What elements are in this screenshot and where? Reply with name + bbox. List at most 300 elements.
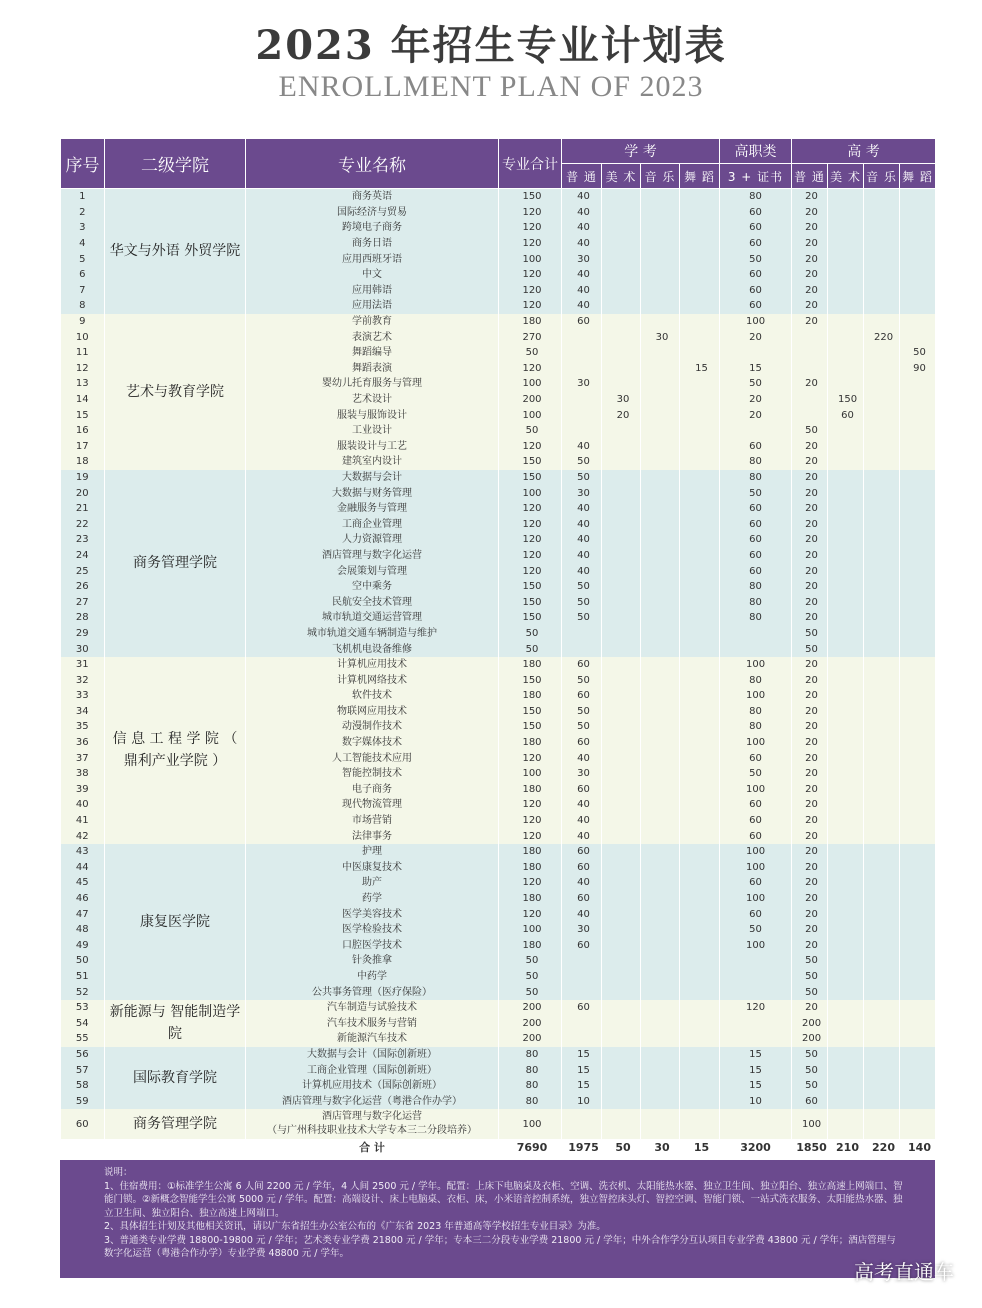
cell-value	[864, 189, 900, 205]
cell-value	[680, 563, 720, 579]
cell-value	[828, 470, 864, 486]
cell-total: 180	[499, 782, 562, 798]
cell-value	[680, 1078, 720, 1094]
cell-value	[864, 860, 900, 876]
cell-seq: 7	[61, 283, 105, 299]
cell-total: 200	[499, 1015, 562, 1031]
cell-value	[602, 1047, 641, 1063]
cell-value	[792, 329, 828, 345]
college-cell: 信 息 工 程 学 院 （ 鼎利产业学院 ）	[105, 657, 246, 844]
cell-major: 法律事务	[246, 828, 499, 844]
cell-total: 120	[499, 283, 562, 299]
cell-value	[680, 1093, 720, 1109]
cell-value	[900, 298, 936, 314]
cell-value	[602, 485, 641, 501]
cell-major: 计算机网络技术	[246, 672, 499, 688]
cell-value: 60	[720, 298, 792, 314]
cell-value	[900, 782, 936, 798]
cell-major: 婴幼儿托育服务与管理	[246, 376, 499, 392]
cell-value: 100	[720, 688, 792, 704]
cell-value	[864, 610, 900, 626]
major-line: 酒店管理与数字化运营	[322, 1111, 422, 1123]
cell-value	[828, 766, 864, 782]
cell-value	[864, 953, 900, 969]
cell-value: 60	[562, 782, 602, 798]
cell-major: 国际经济与贸易	[246, 205, 499, 221]
cell-value: 60	[720, 283, 792, 299]
cell-major: 表演艺术	[246, 329, 499, 345]
cell-value	[864, 376, 900, 392]
header-college: 二级学院	[105, 139, 246, 189]
cell-value	[602, 984, 641, 1000]
cell-value	[680, 828, 720, 844]
cell-value	[602, 283, 641, 299]
cell-value	[864, 392, 900, 408]
cell-value	[828, 938, 864, 954]
cell-total: 120	[499, 205, 562, 221]
cell-value	[900, 501, 936, 517]
cell-value	[828, 657, 864, 673]
cell-total: 180	[499, 688, 562, 704]
cell-value	[828, 314, 864, 330]
cell-value	[828, 984, 864, 1000]
cell-value: 20	[792, 251, 828, 267]
cell-total: 50	[499, 969, 562, 985]
cell-value: 40	[562, 906, 602, 922]
cell-major: 智能控制技术	[246, 766, 499, 782]
cell-value	[602, 610, 641, 626]
cell-value: 80	[720, 470, 792, 486]
cell-total: 180	[499, 735, 562, 751]
cell-value	[602, 594, 641, 610]
cell-value	[641, 828, 680, 844]
cell-value	[900, 704, 936, 720]
cell-major: 会展策划与管理	[246, 563, 499, 579]
cell-value	[602, 345, 641, 361]
cell-total: 150	[499, 189, 562, 205]
cell-value	[720, 423, 792, 439]
cell-value: 50	[792, 423, 828, 439]
cell-total: 50	[499, 641, 562, 657]
cell-value	[562, 969, 602, 985]
cell-value: 20	[792, 657, 828, 673]
cell-value: 20	[792, 766, 828, 782]
cell-total: 80	[499, 1062, 562, 1078]
cell-seq: 12	[61, 361, 105, 377]
header-group-gaokao: 高 考	[792, 139, 936, 164]
cell-value	[828, 189, 864, 205]
cell-value	[720, 969, 792, 985]
cell-value	[680, 672, 720, 688]
cell-value	[680, 657, 720, 673]
cell-value	[900, 719, 936, 735]
cell-value	[641, 532, 680, 548]
cell-major: 物联网应用技术	[246, 704, 499, 720]
cell-major: 中药学	[246, 969, 499, 985]
college-cell: 艺术与教育学院	[105, 314, 246, 470]
cell-value	[641, 1031, 680, 1047]
cell-value	[641, 1015, 680, 1031]
cell-value	[602, 813, 641, 829]
cell-total: 100	[499, 485, 562, 501]
cell-total: 150	[499, 579, 562, 595]
cell-value: 50	[720, 766, 792, 782]
cell-major: 汽车技术服务与营销	[246, 1015, 499, 1031]
cell-value	[641, 267, 680, 283]
header-sub: 音 乐	[641, 164, 680, 189]
cell-major: 舞蹈编导	[246, 345, 499, 361]
major-line: （与广州科技职业技术大学专本三二分段培养）	[267, 1125, 477, 1137]
cell-value	[680, 423, 720, 439]
cell-value	[680, 1047, 720, 1063]
cell-value	[641, 407, 680, 423]
cell-value	[864, 579, 900, 595]
cell-total: 150	[499, 719, 562, 735]
cell-value: 50	[792, 626, 828, 642]
cell-value	[680, 719, 720, 735]
cell-value	[828, 267, 864, 283]
header-sub: 美 术	[602, 164, 641, 189]
cell-value: 20	[792, 688, 828, 704]
total-value: 3200	[720, 1139, 792, 1155]
cell-value: 60	[720, 875, 792, 891]
cell-value: 60	[562, 657, 602, 673]
cell-value: 50	[562, 610, 602, 626]
cell-value	[602, 376, 641, 392]
cell-value	[680, 1015, 720, 1031]
cell-total: 50	[499, 423, 562, 439]
cell-value: 60	[562, 938, 602, 954]
cell-seq: 15	[61, 407, 105, 423]
cell-value: 40	[562, 220, 602, 236]
cell-total: 270	[499, 329, 562, 345]
cell-value	[828, 875, 864, 891]
cell-value	[680, 594, 720, 610]
cell-value	[602, 953, 641, 969]
cell-value	[900, 236, 936, 252]
cell-seq: 9	[61, 314, 105, 330]
cell-seq: 29	[61, 626, 105, 642]
cell-total: 180	[499, 938, 562, 954]
cell-value	[900, 532, 936, 548]
cell-value: 15	[680, 361, 720, 377]
cell-value	[828, 750, 864, 766]
cell-major: 服装设计与工艺	[246, 439, 499, 455]
cell-seq: 2	[61, 205, 105, 221]
cell-value	[602, 1062, 641, 1078]
cell-seq: 54	[61, 1015, 105, 1031]
cell-value	[864, 470, 900, 486]
cell-value: 40	[562, 532, 602, 548]
cell-total: 120	[499, 220, 562, 236]
cell-value	[864, 298, 900, 314]
cell-major: 金融服务与管理	[246, 501, 499, 517]
cell-seq: 30	[61, 641, 105, 657]
cell-total: 180	[499, 844, 562, 860]
cell-value: 60	[720, 813, 792, 829]
total-value: 50	[602, 1139, 641, 1155]
cell-value	[828, 626, 864, 642]
cell-value	[828, 672, 864, 688]
cell-value	[828, 844, 864, 860]
cell-major: 大数据与会计（国际创新班）	[246, 1047, 499, 1063]
cell-value: 60	[720, 548, 792, 564]
cell-major: 空中乘务	[246, 579, 499, 595]
cell-value	[900, 283, 936, 299]
cell-value	[900, 641, 936, 657]
cell-value: 90	[900, 361, 936, 377]
cell-seq: 40	[61, 797, 105, 813]
cell-value: 40	[562, 516, 602, 532]
cell-value	[828, 205, 864, 221]
cell-value	[900, 797, 936, 813]
cell-value	[864, 345, 900, 361]
cell-value: 60	[720, 220, 792, 236]
cell-value	[641, 548, 680, 564]
cell-value	[792, 392, 828, 408]
cell-value	[864, 844, 900, 860]
table-body	[61, 189, 936, 1156]
cell-seq: 58	[61, 1078, 105, 1094]
cell-value	[641, 984, 680, 1000]
cell-total: 100	[499, 407, 562, 423]
cell-value: 60	[720, 563, 792, 579]
cell-value	[864, 750, 900, 766]
notes-line: 1、住宿费用：①标准学生公寓 6 人间 2200 元 / 学年，4 人间 2500 元 / 学年。配置：上床下电脑桌及衣柜、空调、洗衣机、太阳能热水器、独立卫生间、独立阳台、独立高速上网端口、智能门锁。②新概念智能学生公寓 5000 元 / 学年。配置：高端设计、床上电脑桌、衣柜、床，小米语音控制系统，独立智控床头灯、智控空调、智能门锁、一站式洗衣服务、太阳能热水器、独立卫生间、独立阳台、独立高速上网端口。	[104, 1180, 903, 1219]
cell-value: 60	[720, 906, 792, 922]
cell-value	[641, 626, 680, 642]
cell-seq: 45	[61, 875, 105, 891]
cell-seq: 46	[61, 891, 105, 907]
cell-value	[828, 345, 864, 361]
cell-value	[602, 298, 641, 314]
cell-major: 助产	[246, 875, 499, 891]
cell-value: 60	[720, 439, 792, 455]
cell-total: 180	[499, 860, 562, 876]
cell-value: 60	[562, 891, 602, 907]
enrollment-table	[60, 138, 936, 1155]
cell-value	[720, 345, 792, 361]
cell-value	[900, 189, 936, 205]
cell-value: 15	[562, 1062, 602, 1078]
cell-value	[864, 236, 900, 252]
cell-value	[900, 439, 936, 455]
cell-value: 20	[792, 735, 828, 751]
cell-value	[828, 704, 864, 720]
cell-value	[680, 579, 720, 595]
cell-seq: 25	[61, 563, 105, 579]
cell-major: 针灸推拿	[246, 953, 499, 969]
cell-value: 80	[720, 610, 792, 626]
cell-value: 50	[562, 454, 602, 470]
cell-value	[641, 610, 680, 626]
cell-value	[720, 1015, 792, 1031]
cell-seq: 60	[61, 1109, 105, 1139]
cell-total: 50	[499, 984, 562, 1000]
cell-value	[828, 236, 864, 252]
cell-total: 80	[499, 1047, 562, 1063]
cell-value	[680, 610, 720, 626]
cell-seq: 21	[61, 501, 105, 517]
cell-value: 20	[792, 922, 828, 938]
cell-value: 40	[562, 439, 602, 455]
cell-value: 50	[792, 641, 828, 657]
cell-value	[828, 376, 864, 392]
cell-value	[828, 548, 864, 564]
cell-value	[680, 938, 720, 954]
cell-value	[641, 922, 680, 938]
cell-value	[602, 563, 641, 579]
cell-value: 200	[792, 1015, 828, 1031]
cell-value: 20	[792, 189, 828, 205]
cell-value	[641, 205, 680, 221]
cell-value	[602, 501, 641, 517]
cell-value	[864, 719, 900, 735]
cell-total: 120	[499, 532, 562, 548]
cell-value	[680, 267, 720, 283]
cell-value	[864, 594, 900, 610]
cell-value: 20	[792, 906, 828, 922]
cell-value: 40	[562, 205, 602, 221]
cell-total: 50	[499, 626, 562, 642]
cell-major: 大数据与财务管理	[246, 485, 499, 501]
cell-value: 60	[562, 735, 602, 751]
cell-value	[602, 1000, 641, 1016]
cell-value	[680, 1031, 720, 1047]
cell-value	[828, 579, 864, 595]
cell-value	[864, 485, 900, 501]
cell-value	[680, 750, 720, 766]
cell-value	[864, 423, 900, 439]
cell-value: 60	[562, 1000, 602, 1016]
cell-value	[602, 1078, 641, 1094]
cell-value	[864, 1000, 900, 1016]
cell-value: 60	[720, 516, 792, 532]
cell-value	[720, 984, 792, 1000]
cell-seq: 56	[61, 1047, 105, 1063]
cell-seq: 18	[61, 454, 105, 470]
cell-value: 20	[792, 548, 828, 564]
cell-value	[864, 922, 900, 938]
cell-seq: 8	[61, 298, 105, 314]
cell-value	[680, 236, 720, 252]
cell-value	[641, 345, 680, 361]
cell-value	[680, 329, 720, 345]
cell-value	[602, 267, 641, 283]
cell-major: 飞机机电设备维修	[246, 641, 499, 657]
cell-value: 20	[602, 407, 641, 423]
cell-value	[864, 797, 900, 813]
table-row-60	[61, 1109, 936, 1139]
header-sub: 普 通	[562, 164, 602, 189]
cell-value	[900, 267, 936, 283]
cell-major	[246, 1109, 499, 1139]
cell-value	[864, 1047, 900, 1063]
cell-value	[864, 501, 900, 517]
cell-value: 100	[792, 1109, 828, 1139]
cell-value	[900, 906, 936, 922]
table-row	[61, 1000, 936, 1016]
cell-value: 40	[562, 298, 602, 314]
cell-total: 100	[499, 1109, 562, 1139]
cell-seq: 32	[61, 672, 105, 688]
cell-total: 200	[499, 392, 562, 408]
cell-total: 120	[499, 813, 562, 829]
cell-value	[828, 1093, 864, 1109]
cell-value	[828, 501, 864, 517]
cell-total: 120	[499, 906, 562, 922]
cell-value: 20	[792, 719, 828, 735]
cell-value: 80	[720, 579, 792, 595]
cell-value: 20	[792, 205, 828, 221]
cell-value	[641, 1093, 680, 1109]
cell-value: 50	[792, 984, 828, 1000]
cell-value	[641, 969, 680, 985]
cell-value	[680, 813, 720, 829]
cell-major: 公共事务管理（医疗保险）	[246, 984, 499, 1000]
cell-value: 20	[792, 1000, 828, 1016]
cell-major: 民航安全技术管理	[246, 594, 499, 610]
cell-seq: 52	[61, 984, 105, 1000]
cell-value: 15	[562, 1047, 602, 1063]
cell-value	[602, 439, 641, 455]
cell-value	[864, 657, 900, 673]
cell-value	[900, 813, 936, 829]
table-row	[61, 189, 936, 205]
cell-value	[900, 657, 936, 673]
cell-value	[680, 688, 720, 704]
cell-seq: 23	[61, 532, 105, 548]
cell-value	[792, 361, 828, 377]
cell-value: 20	[792, 828, 828, 844]
cell-value: 20	[792, 594, 828, 610]
cell-value	[680, 626, 720, 642]
cell-value	[680, 735, 720, 751]
cell-major: 工业设计	[246, 423, 499, 439]
cell-major: 数字媒体技术	[246, 735, 499, 751]
college-cell: 华文与外语 外贸学院	[105, 189, 246, 314]
cell-value	[641, 423, 680, 439]
cell-value	[828, 813, 864, 829]
cell-value	[602, 454, 641, 470]
cell-value: 60	[720, 267, 792, 283]
cell-value: 60	[720, 236, 792, 252]
cell-value	[864, 1093, 900, 1109]
cell-value: 30	[562, 376, 602, 392]
cell-major: 城市轨道交通车辆制造与维护	[246, 626, 499, 642]
cell-value	[864, 439, 900, 455]
cell-value: 60	[720, 205, 792, 221]
cell-value	[864, 267, 900, 283]
cell-value	[602, 828, 641, 844]
page-subtitle: ENROLLMENT PLAN OF 2023	[278, 70, 704, 103]
cell-value	[900, 844, 936, 860]
cell-value	[602, 423, 641, 439]
cell-major: 计算机应用技术	[246, 657, 499, 673]
cell-seq: 1	[61, 189, 105, 205]
cell-total: 120	[499, 361, 562, 377]
cell-value: 30	[641, 329, 680, 345]
cell-value	[864, 782, 900, 798]
cell-value: 20	[792, 704, 828, 720]
cell-value	[641, 844, 680, 860]
cell-value	[562, 626, 602, 642]
cell-value: 20	[720, 329, 792, 345]
cell-value	[680, 766, 720, 782]
cell-value	[792, 345, 828, 361]
cell-value: 60	[720, 501, 792, 517]
cell-value: 50	[792, 1062, 828, 1078]
